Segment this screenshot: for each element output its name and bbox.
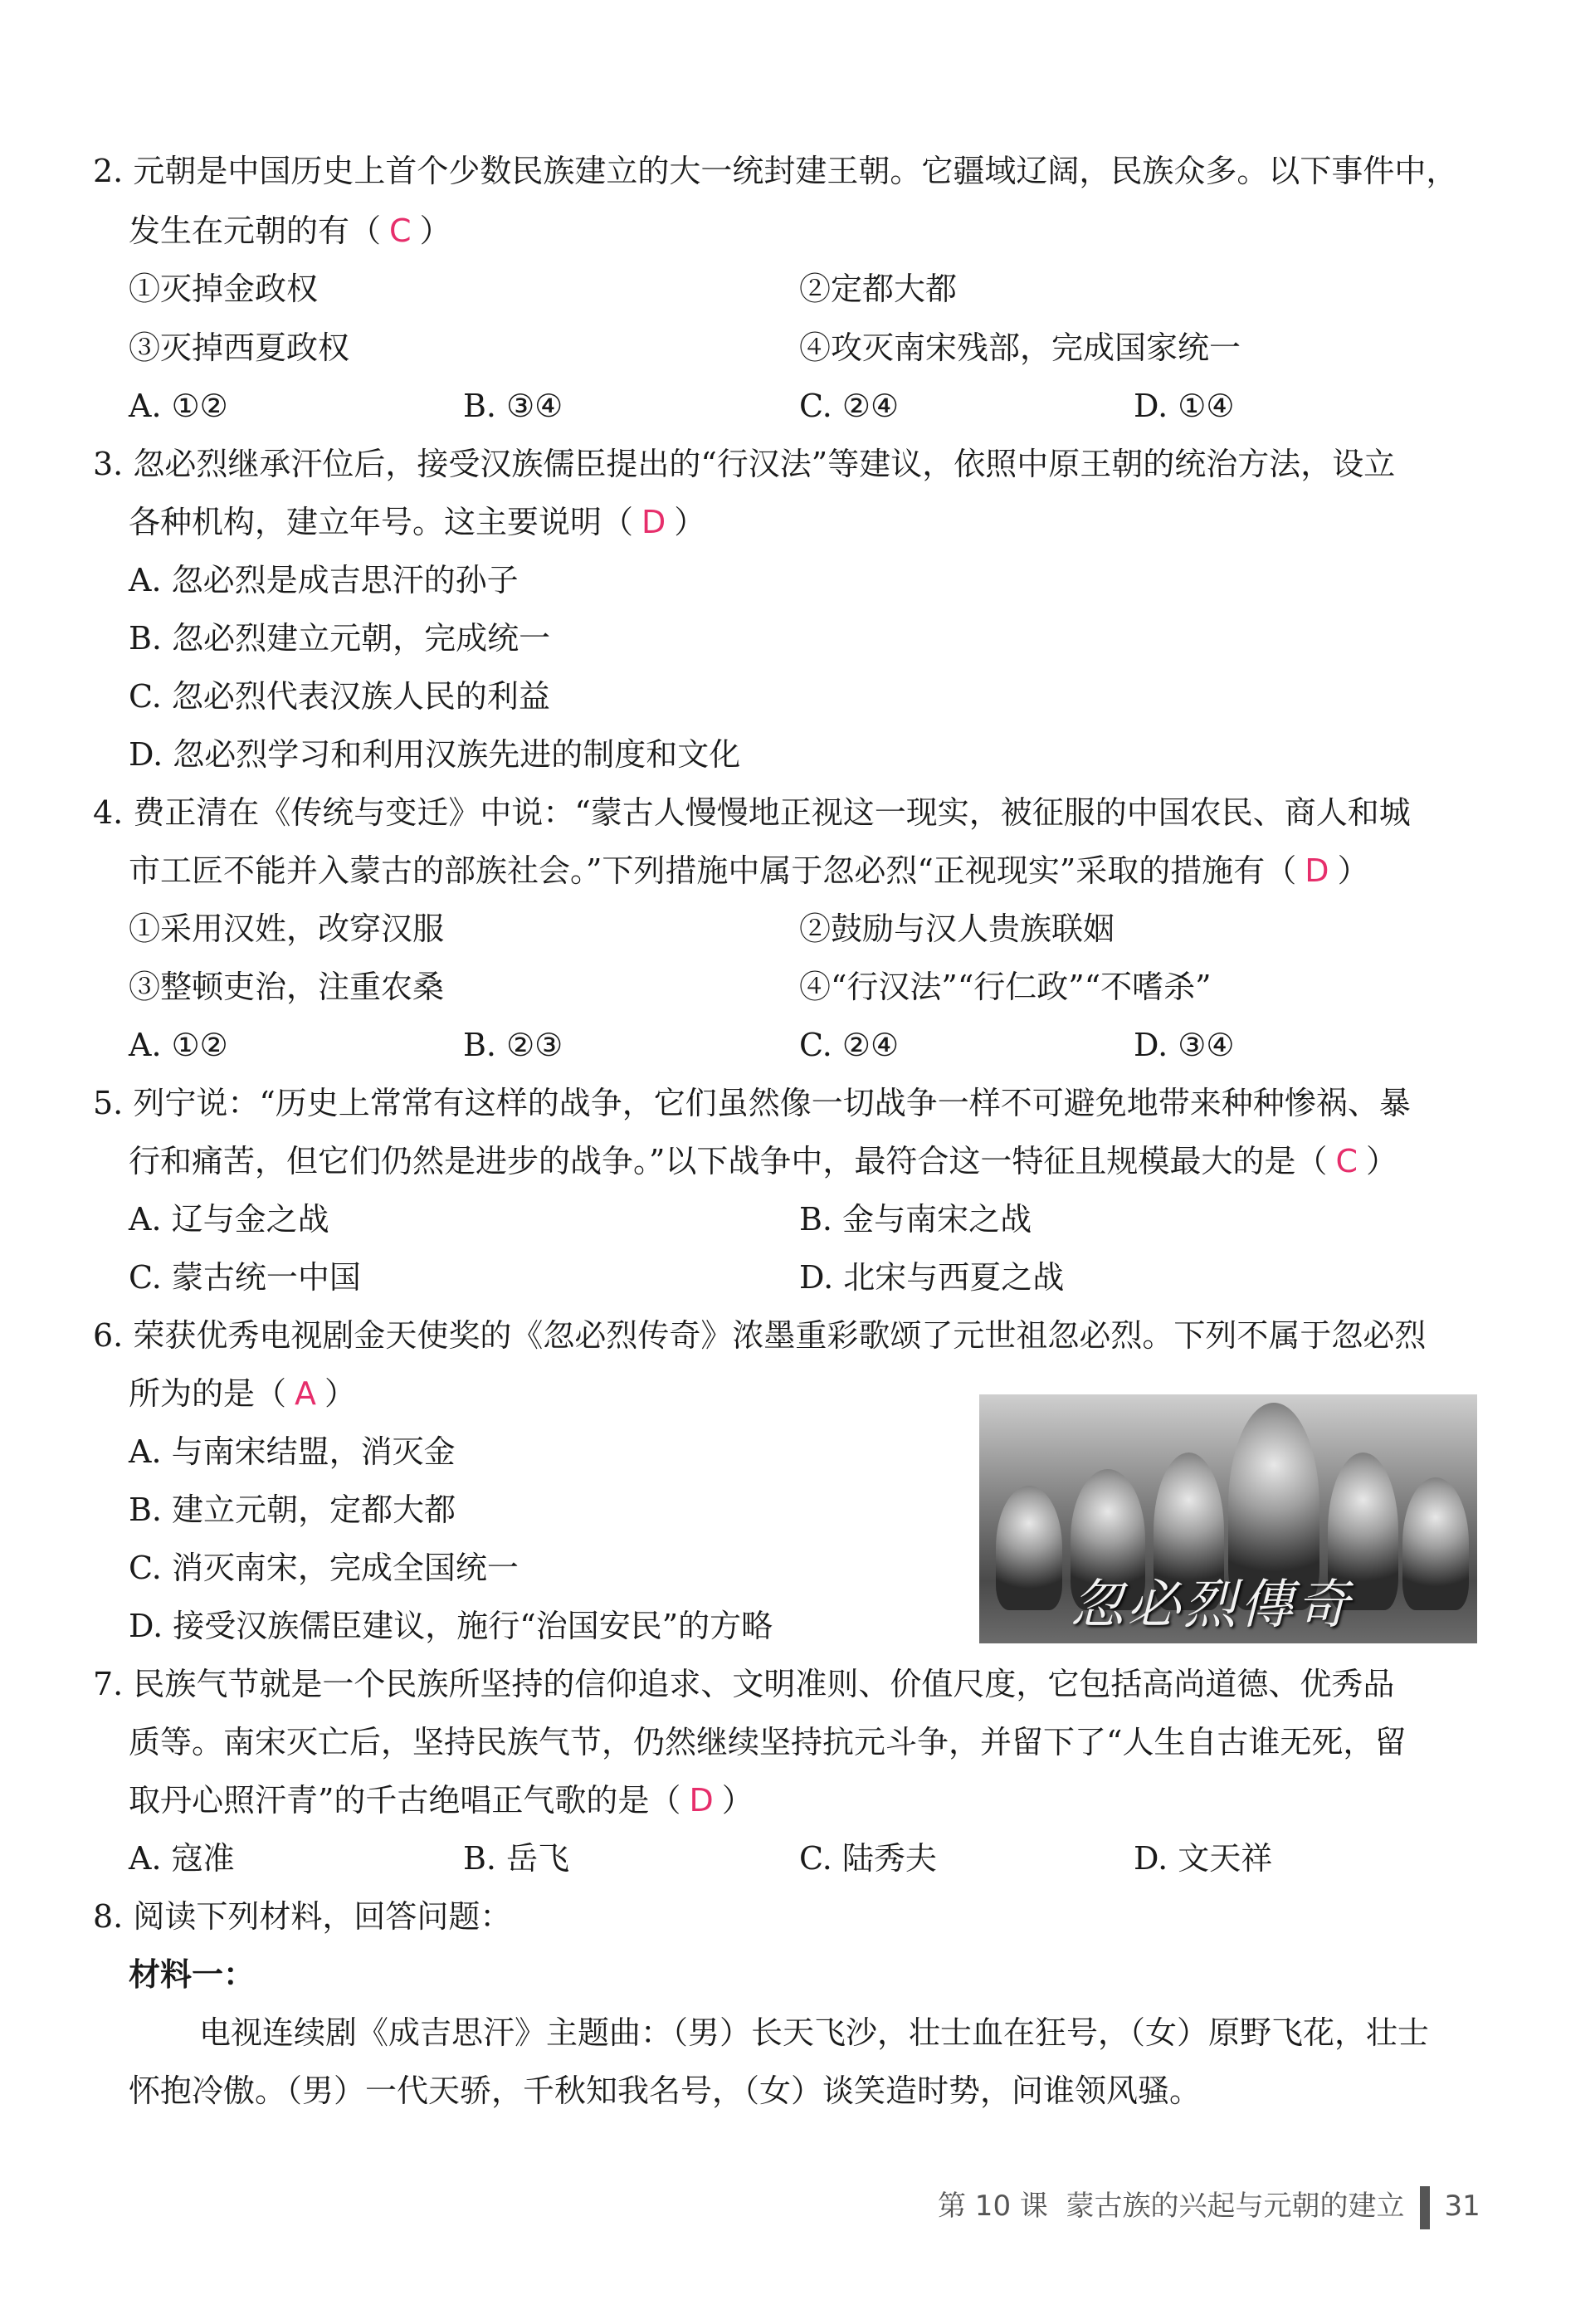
q2-stem-line1: 2. 元朝是中国历史上首个少数民族建立的大一统封建王朝。它疆域辽阔，民族众多。以下事件中， [93,153,1458,189]
q4-option-d: D. ③④ [1134,1027,1235,1063]
q4-stem-line1: 4. 费正清在《传统与变迁》中说：“蒙古人慢慢地正视这一现实，被征服的中国农民、商人和城 [93,794,1411,831]
q4-stem-line2 [129,849,1369,892]
q4-stem-close: ） [1337,852,1369,889]
q6-stem-line1: 6. 荣获优秀电视剧金天使奖的《忽必烈传奇》浓墨重彩歌颂了元世祖忽必烈。下列不属于忽必烈 [93,1317,1427,1354]
q2-option-d: D. ①④ [1134,388,1235,424]
q2-item-1: ①灭掉金政权 [129,271,319,307]
q7-option-a: A. 寇准 [129,1840,235,1877]
q2-stem-close: ） [419,212,451,249]
q2-answer: C [389,212,412,249]
q7-option-b: B. 岳飞 [463,1840,570,1877]
q3-option-b: B. 忽必烈建立元朝，完成统一 [129,620,551,657]
q4-stem-text: 市工匠不能并入蒙古的部族社会。”下列措施中属于忽必烈“正视现实”采取的措施有（ [129,852,1297,889]
q5-stem-close: ） [1365,1143,1397,1179]
q6-stem-text: 所为的是（ [129,1375,287,1412]
q4-item-1: ①采用汉姓，改穿汉服 [129,911,445,947]
q4-option-a: A. ①② [129,1027,228,1063]
poster-title-caption: 忽必烈傳奇 [1071,1575,1353,1636]
poster-figure [996,1486,1062,1610]
q3-option-a: A. 忽必烈是成吉思汗的孙子 [129,562,519,598]
q8-material-line1: 电视连续剧《成吉思汗》主题曲：（男）长天飞沙，壮士血在狂号，（女）原野飞花，壮士 [199,2014,1430,2051]
q3-answer: D [641,504,666,540]
q3-stem-line2 [129,500,705,544]
q2-option-c: C. ②④ [799,388,900,424]
q2-item-2: ②定都大都 [799,271,958,307]
q5-option-b: B. 金与南宋之战 [799,1201,1032,1238]
q6-option-d: D. 接受汉族儒臣建议，施行“治国安民”的方略 [129,1608,773,1644]
q8-material-line2: 怀抱冷傲。（男）一代天骄，千秋知我名号，（女）谈笑造时势，问谁领风骚。 [129,2073,1202,2109]
q7-answer: D [689,1782,714,1819]
q3-stem-close: ） [674,504,706,540]
q7-stem-line2: 质等。南宋灭亡后，坚持民族气节，仍然继续坚持抗元斗争，并留下了“人生自古谁无死，留 [129,1724,1407,1760]
q4-option-b: B. ②③ [463,1027,563,1063]
q7-stem-line1: 7. 民族气节就是一个民族所坚持的信仰追求、文明准则、价值尺度，它包括高尚道德、优秀品 [93,1666,1395,1702]
q2-option-a: A. ①② [129,388,228,424]
q3-option-c: C. 忽必烈代表汉族人民的利益 [129,678,550,715]
q5-stem-text: 行和痛苦，但它们仍然是进步的战争。”以下战争中，最符合这一特征且规模最大的是（ [129,1143,1328,1179]
q7-stem-line3 [129,1779,754,1822]
q8-stem: 8. 阅读下列材料，回答问题： [93,1898,512,1935]
q4-answer: D [1305,852,1329,889]
q7-option-d: D. 文天祥 [1134,1840,1273,1877]
q6-option-b: B. 建立元朝，定都大都 [129,1492,456,1528]
q6-option-a: A. 与南宋结盟，消灭金 [129,1433,456,1470]
q6-stem-close: ） [324,1375,357,1412]
q3-option-d: D. 忽必烈学习和利用汉族先进的制度和文化 [129,736,741,773]
q2-stem-text: 发生在元朝的有（ [129,212,382,249]
q5-stem-line2 [129,1140,1397,1183]
q5-option-a: A. 辽与金之战 [129,1201,329,1238]
q4-option-c: C. ②④ [799,1027,900,1063]
footer-divider [1420,2186,1430,2229]
page-footer [938,2183,1480,2229]
q5-stem-line1: 5. 列宁说：“历史上常常有这样的战争，它们虽然像一切战争一样不可避免地带来种种惨祸、暴 [93,1085,1411,1121]
q4-item-3: ③整顿吏治，注重农桑 [129,969,445,1005]
q4-item-2: ②鼓励与汉人贵族联姻 [799,911,1115,947]
q2-option-b: B. ③④ [463,388,563,424]
footer-lesson-title: 蒙古族的兴起与元朝的建立 [1066,2190,1405,2223]
q4-item-4: ④“行汉法”“行仁政”“不嗜杀” [799,969,1212,1005]
poster-figure [1402,1477,1469,1610]
q5-option-d: D. 北宋与西夏之战 [799,1259,1065,1296]
q5-option-c: C. 蒙古统一中国 [129,1259,361,1296]
q5-answer: C [1335,1143,1358,1179]
q6-option-c: C. 消灭南宋，完成全国统一 [129,1550,519,1586]
q2-item-3: ③灭掉西夏政权 [129,330,350,366]
q2-stem-line2 [129,209,451,252]
q7-stem-close: ） [721,1782,754,1819]
q3-stem-line1: 3. 忽必烈继承汗位后，接受汉族儒臣提出的“行汉法”等建议，依照中原王朝的统治方法，设立 [93,446,1396,482]
q8-material-title: 材料一： [129,1955,256,1993]
q3-stem-text: 各种机构，建立年号。这主要说明（ [129,504,634,540]
q7-option-c: C. 陆秀夫 [799,1840,937,1877]
footer-lesson-number: 第 10 课 [938,2190,1048,2223]
q7-stem-text: 取丹心照汗青”的千古绝唱正气歌的是（ [129,1782,681,1819]
q6-answer: A [295,1375,317,1412]
q6-stem-line2 [129,1372,356,1415]
page-number: 31 [1444,2190,1480,2223]
q2-item-4: ④攻灭南宋残部，完成国家统一 [799,330,1241,366]
tv-drama-poster-image [979,1394,1477,1643]
